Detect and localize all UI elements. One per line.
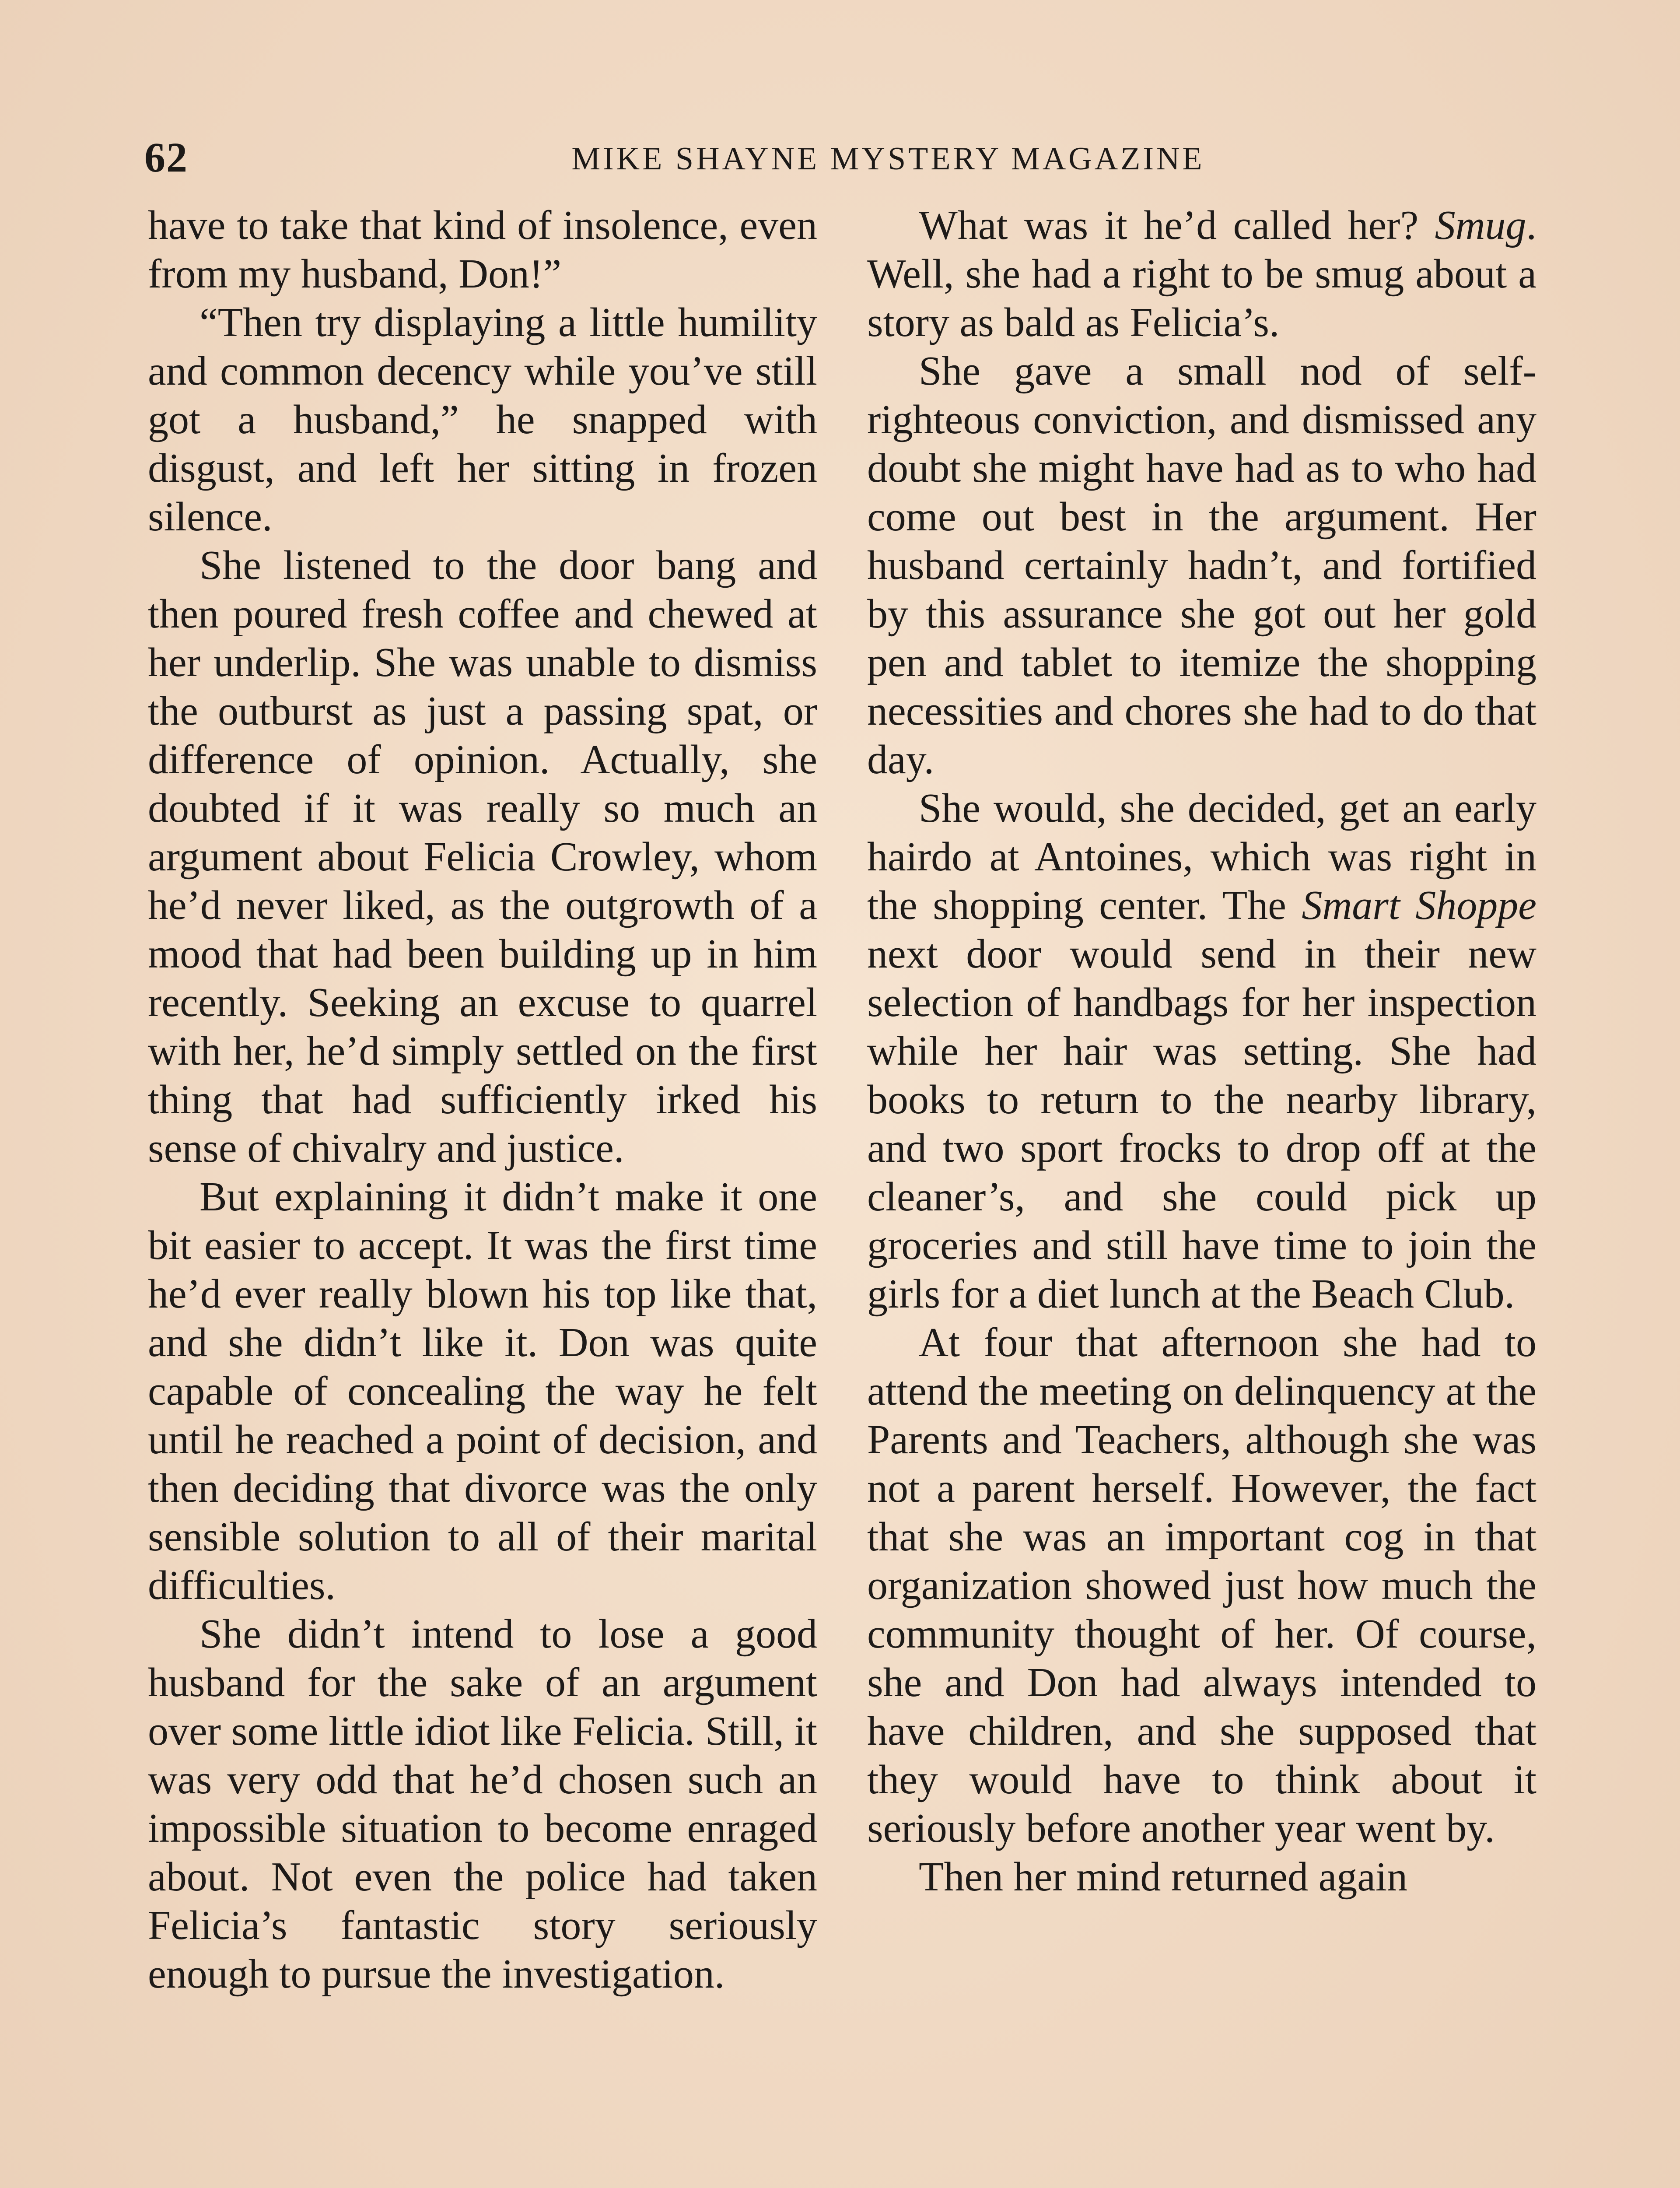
page-number: 62 [144,134,188,181]
running-head: MIKE SHAYNE MYSTERY MAGAZINE [571,141,1205,177]
paragraph: have to take that kind of insolence, even from my husband, Don!” [148,203,817,297]
paragraph [867,201,1536,347]
paragraph: But explaining it didn’t make it one bit easier to accept. It was the first time he’d ever really blown his top like that, and she didn’t like it. Don was quite capable of concealing the way he felt until he reached a point of decision, and then deciding that divorce was the only sensible solution to all of their marital difficulties. [148,1174,817,1608]
text-run: She would, she decided, get an early hairdo at Antoines, which was right in the shopping center. The [867,785,1536,928]
left-column [148,201,817,1999]
text-run: . Well, she had a right to be smug about a story as bald as Felicia’s. [867,203,1536,345]
paragraph: She gave a small nod of self-righteous conviction, and dismissed any doubt she might have had as to who had come out best in the argument. Her husband certainly hadn’t, and fortified by this assurance she got out her gold pen and tablet to itemize the shopping necessities and chores she had to do that day. [867,348,1536,782]
paragraph [867,784,1536,1318]
paragraph: She didn’t intend to lose a good husband for the sake of an argument over some little idiot like Felicia. Still, it was very odd that he’d chosen such an impossible situation to become enraged about. Not even the police had taken Felicia’s fantastic story seriously enough to pursue the investigation. [148,1611,817,1997]
text-run: next door would send in their new selection of handbags for her inspection while her hair was setting. She had books to return to the nearby library, and two sport frocks to drop off at the cleaner’s, and she could pick up groceries and still have time to join the girls for a diet lunch at the Beach Club. [867,931,1536,1317]
paragraph: Then her mind returned again [919,1854,1408,1900]
paragraph: She listened to the door bang and then poured fresh coffee and chewed at her underlip. She was unable to dismiss the outburst as just a passing spat, or difference of opinion. Actually, she doubted if it was really so much an argument about Felicia Crowley, whom he’d never liked, as the outgrowth of a mood that had been building up in him recently. Seeking an excuse to quarrel with her, he’d simply settled on the first thing that had sufficiently irked his sense of chivalry and justice. [148,543,817,1171]
paragraph: At four that afternoon she had to attend the meeting on delinquency at the Parents and Teachers, although she was not a parent herself. However, the fact that she was an important cog in that organization showed just how much the community thought of her. Of course, she and Don had always intended to have children, and she supposed that they would have to think about it seriously before another year went by. [867,1320,1536,1851]
page-header [144,131,1544,184]
paragraph: “Then try displaying a little humility and common decency while you’ve still got a husband,” he snapped with disgust, and left her sitting in frozen silence. [148,300,817,540]
right-column [867,201,1536,1901]
italic-store-name: Smart Shoppe [1302,883,1536,928]
text-run: What was it he’d called her? [919,203,1435,248]
italic-word: Smug [1435,203,1526,248]
